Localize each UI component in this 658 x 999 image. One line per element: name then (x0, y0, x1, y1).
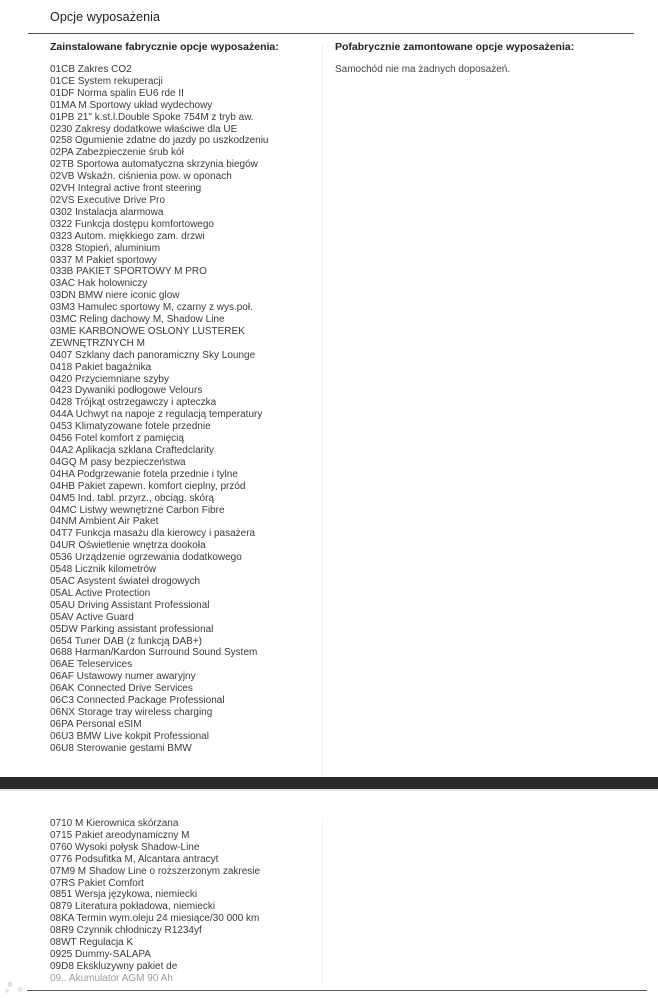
option-item: 03ME KARBONOWE OSŁONY LUSTEREK ZEWNĘTRZNYCH M (50, 325, 245, 349)
option-item: 02VS Executive Drive Pro (50, 194, 166, 206)
option-item: 0548 Licznik kilometrów (50, 564, 157, 576)
option-item: 02PA Zabezpieczenie śrub kół (50, 147, 184, 159)
option-item: 03DN BMW niere iconic glow (50, 290, 180, 302)
option-item: 08KA Termin wym.oleju 24 miesiące/30 000 km (50, 913, 260, 925)
option-item: 03AC Hak holowniczy (50, 278, 148, 290)
option-item: 0710 M Kierownica skórzana (50, 818, 179, 829)
option-item: 04MC Listwy wewnętrzne Carbon Fibre (50, 504, 225, 516)
option-item: 08WT Regulacja K (50, 937, 134, 949)
section-separator-bar-shadow (0, 789, 658, 791)
option-item: 03MC Reling dachowy M, Shadow Line (50, 314, 225, 326)
option-item: 06AF Ustawowy numer awaryjny (50, 671, 196, 683)
option-item: 0776 Podsufitka M, Alcantara antracyt (50, 853, 219, 865)
option-item: 01DF Norma spalin EU6 rde II (50, 87, 184, 99)
option-item: 01CB Zakres CO2 (50, 64, 132, 75)
option-item: 0715 Pakiet areodynamiczny M (50, 829, 190, 841)
option-item: 07RS Pakiet Comfort (50, 877, 144, 889)
option-item: 03M3 Hamulec sportowy M, czarny z wys.poł. (50, 302, 253, 314)
option-item: 06AK Connected Drive Services (50, 683, 193, 695)
option-item: 04HB Pakiet zapewn. komfort cieplny, przód (50, 480, 246, 492)
option-item: 0925 Dummy-SALAPA (50, 948, 151, 960)
option-item: 04HA Podgrzewanie fotela przednie i tylne (50, 468, 238, 480)
option-item: 04A2 Aplikacja szklana Craftedclarity (50, 445, 214, 456)
option-item: 06C3 Connected Package Professional (50, 695, 225, 707)
option-item: 09.. Akumulator AGM 90 Ah (50, 972, 173, 984)
option-item: 0456 Fotel komfort z pamięcią (50, 433, 184, 445)
option-item: 0302 Instalacja alarmowa (50, 206, 164, 218)
option-item: 05DW Parking assistant professional (50, 623, 214, 635)
option-item: 06PA Personal eSIM (50, 718, 142, 730)
option-item: 07M9 M Shadow Line o rozszerzonym zakresie (50, 865, 261, 877)
option-item: 0760 Wysoki połysk Shadow-Line (50, 841, 200, 853)
aftermarket-options-heading: Pofabrycznie zamontowane opcje wyposażenia: (335, 41, 575, 53)
option-item: 0428 Trójkąt ostrzegawczy i apteczka (50, 397, 217, 409)
option-item: 0420 Przyciemniane szyby (50, 373, 169, 385)
option-item: 0258 Ogumienie zdatne do jazdy po uszkodzeniu (50, 135, 269, 147)
aftermarket-options-note: Samochód nie ma żadnych doposażeń. (335, 64, 511, 75)
factory-options-heading: Zainstalowane fabrycznie opcje wyposażenia: (50, 41, 279, 53)
option-item: 05AC Asystent świateł drogowych (50, 575, 201, 587)
option-item: 0453 Klimatyzowane fotele przednie (50, 421, 211, 433)
column-divider (322, 45, 323, 775)
section-separator-bar (0, 777, 658, 789)
factory-options-list (50, 64, 322, 755)
option-item: 0323 Autom. miękkiego zam. drzwi (50, 230, 205, 242)
option-item: 01PB 21" k.st.l.Double Spoke 754M z tryb aw. (50, 111, 254, 123)
watermark-artifact (2, 978, 28, 994)
option-item: 08R9 Czynnik chłodniczy R1234yf (50, 925, 202, 937)
option-item: 02TB Sportowa automatyczna skrzynia biegów (50, 159, 258, 171)
option-item: 044A Uchwyt na napoje z regulacją temperatury (50, 409, 263, 421)
option-item: 02VB Wskaźn. ciśnienia pow. w oponach (50, 171, 232, 183)
factory-options-continued-list (50, 818, 322, 985)
option-item: 02VH Integral active front steering (50, 183, 202, 195)
option-item: 05AU Driving Assistant Professional (50, 599, 210, 611)
column-divider-continued (322, 820, 323, 986)
aftermarket-options-column (335, 41, 625, 75)
option-item: 0337 M Pakiet sportowy (50, 254, 157, 266)
option-item: 0407 Szklany dach panoramiczny Sky Lounge (50, 349, 256, 361)
factory-options-column (50, 41, 322, 755)
option-item: 0536 Urządzenie ogrzewania dodatkowego (50, 552, 242, 564)
option-item: 06AE Teleservices (50, 659, 133, 671)
option-item: 04M5 Ind. tabl. przyrz., obciąg. skórą (50, 492, 214, 504)
option-item: 09D8 Ekskluzywny pakiet de (50, 960, 178, 972)
option-item: 05AL Active Protection (50, 587, 151, 599)
option-item: 01CE System rekuperacji (50, 75, 163, 87)
option-item: 04UR Oświetlenie wnętrza dookoła (50, 540, 206, 552)
option-item: 0879 Literatura pokładowa, niemiecki (50, 901, 216, 913)
option-item: 01MA M Sportowy układ wydechowy (50, 99, 213, 111)
option-item: 0328 Stopień, aluminium (50, 242, 161, 254)
option-item: 033B PAKIET SPORTOWY M PRO (50, 266, 207, 278)
option-item: 06NX Storage tray wireless charging (50, 706, 213, 718)
footer-divider-line (27, 990, 647, 991)
option-item: 06U8 Sterowanie gestami BMW (50, 742, 192, 754)
option-item: 0688 Harman/Kardon Surround Sound System (50, 647, 258, 659)
factory-options-continued-column (50, 807, 322, 985)
header-divider-line (28, 33, 634, 34)
option-item: 0418 Pakiet bagażnika (50, 361, 152, 373)
option-item: 04GQ M pasy bezpieczeństwa (50, 456, 186, 468)
option-item: 0423 Dywaniki podłogowe Velours (50, 385, 203, 397)
page-title: Opcje wyposażenia (50, 10, 161, 24)
option-item: 0654 Tuner DAB (z funkcją DAB+) (50, 635, 203, 647)
option-item: 0851 Wersja językowa, niemiecki (50, 889, 198, 901)
option-item: 0230 Zakresy dodatkowe właściwe dla UE (50, 123, 238, 135)
option-item: 05AV Active Guard (50, 611, 134, 623)
option-item: 04NM Ambient Air Paket (50, 516, 159, 528)
option-item: 04T7 Funkcja masażu dla kierowcy i pasażera (50, 528, 256, 540)
option-item: 0322 Funkcja dostępu komfortowego (50, 218, 214, 230)
option-item: 06U3 BMW Live kokpit Professional (50, 730, 209, 742)
